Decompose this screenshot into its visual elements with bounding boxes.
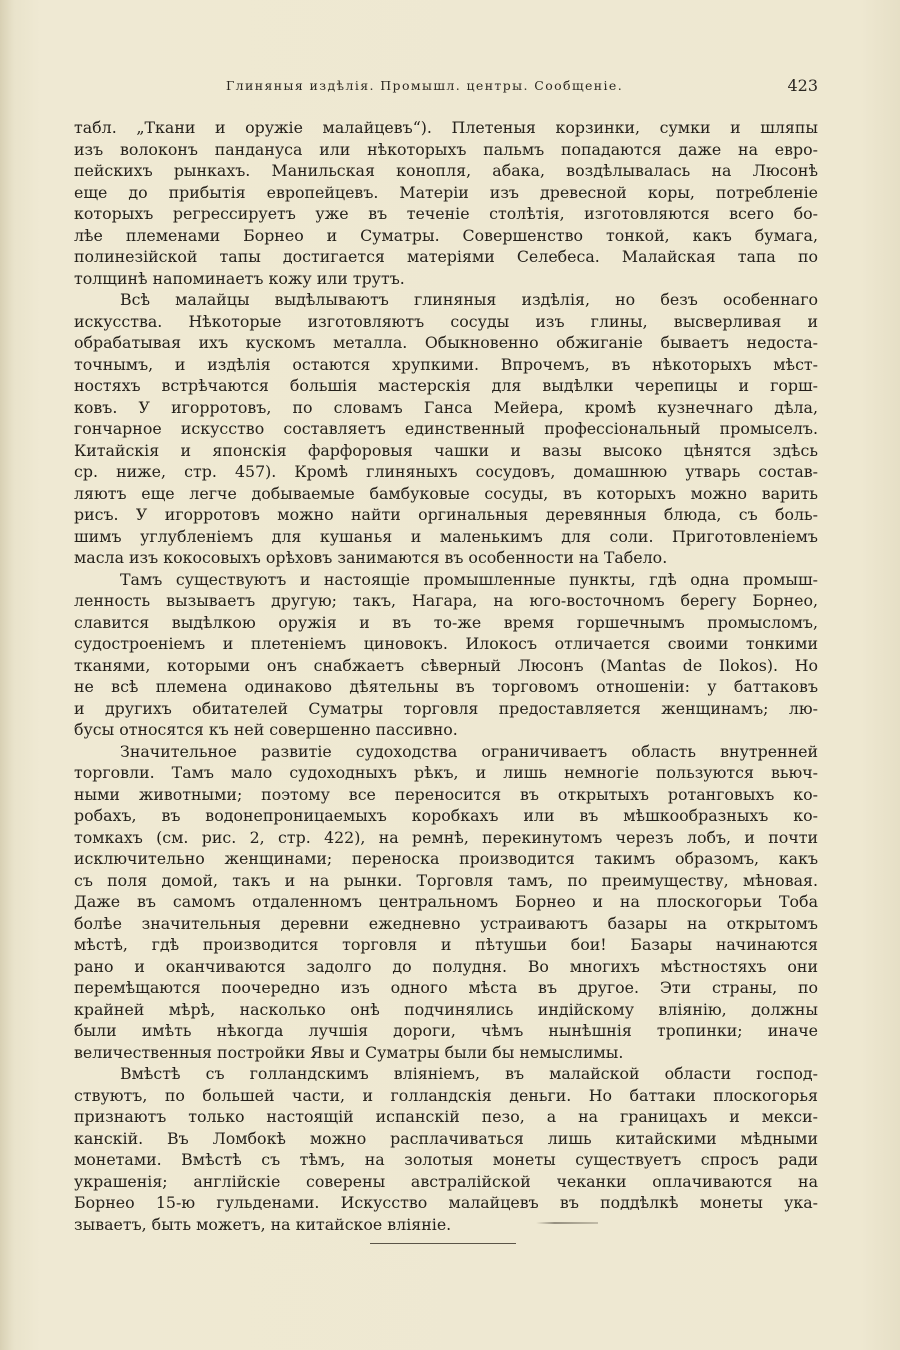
- text-line: обрабатывая ихъ кускомъ металла. Обыкновенно обжиганіе бываетъ недоста-: [74, 333, 818, 352]
- text-line: ствуютъ, по большей части, и голландскія деньги. Но баттаки плоскогорья: [74, 1085, 818, 1105]
- text-line: не всѣ племена одинаково дѣятельны въ торговомъ отношеніи: у баттаковъ: [74, 677, 818, 696]
- text-line: бусы относятся къ ней совершенно пассивно.: [74, 720, 458, 739]
- text-line: табл. „Ткани и оружіе малайцевъ“). Плетеныя корзинки, сумки и шляпы: [74, 118, 818, 137]
- text-line: были имѣть нѣкогда лучшія дороги, чѣмъ нынѣшнія тропинки; иначе: [74, 1021, 818, 1040]
- text-line: которыхъ регрессируетъ уже въ теченіе столѣтія, изготовляются всего бо-: [74, 204, 818, 223]
- running-title: Глиняныя издѣлія. Промышл. центры. Сообщеніе.: [226, 78, 624, 93]
- text-line: рано и оканчиваются задолго до полудня. Во многихъ мѣстностяхъ они: [74, 956, 818, 976]
- ink-smudge: [536, 1222, 598, 1224]
- text-line: зываетъ, быть можетъ, на китайское вліяніе.: [74, 1214, 452, 1234]
- text-line: и другихъ обитателей Суматры торговля предоставляется женщинамъ; лю-: [74, 698, 818, 718]
- text-line: мѣстѣ, гдѣ производится торговля и пѣтушьи бои! Базары начинаются: [74, 935, 818, 954]
- text-line: лѣе племенами Борнео и Суматры. Совершенство тонкой, какъ бумага,: [74, 225, 818, 245]
- text-line: ленность вызываетъ другую; такъ, Нагара, на юго-восточномъ берегу Борнео,: [74, 591, 818, 610]
- text-line: Борнео 15-ю гульденами. Искусство малайцевъ въ поддѣлкѣ монеты ука-: [74, 1193, 818, 1212]
- text-line: гончарное искусство составляетъ единственный профессіональный промыселъ.: [74, 419, 818, 438]
- text-line: Тамъ существуютъ и настоящіе промышленные пункты, гдѣ одна промыш-: [120, 569, 818, 589]
- text-line: точнымъ, и издѣлія остаются хрупкими. Впрочемъ, въ нѣкоторыхъ мѣст-: [74, 354, 818, 374]
- page-number: 423: [787, 76, 818, 95]
- text-line: ляютъ еще легче добываемые бамбуковые сосуды, въ которыхъ можно варить: [74, 483, 818, 503]
- text-line: Вмѣстѣ съ голландскимъ вліяніемъ, въ малайской области господ-: [120, 1064, 818, 1083]
- text-line: славится выдѣлкою оружія и въ то-же время горшечнымъ промысломъ,: [74, 612, 818, 632]
- text-line: пейскихъ рынкахъ. Манильская конопля, абака, воздѣлывалась на Люсонѣ: [74, 161, 818, 180]
- text-line: съ поля домой, такъ и на рынки. Торговля тамъ, по преимуществу, мѣновая.: [74, 870, 818, 890]
- text-line: рисъ. У игорротовъ можно найти оргинальныя деревянныя блюда, съ боль-: [74, 505, 818, 524]
- text-line: ср. ниже, стр. 457). Кромѣ глиняныхъ сосудовъ, домашнюю утварь состав-: [74, 462, 818, 481]
- text-line: робахъ, въ водонепроницаемыхъ коробкахъ или въ мѣшкообразныхъ ко-: [74, 806, 818, 825]
- text-line: томкахъ (см. рис. 2, стр. 422), на ремнѣ, перекинутомъ черезъ лобъ, и почти: [74, 827, 818, 847]
- text-line: величественныя постройки Явы и Суматры были бы немыслимы.: [74, 1042, 624, 1062]
- text-line: масла изъ кокосовыхъ орѣховъ занимаются въ особенности на Табело.: [74, 548, 668, 567]
- text-line: ными животными; поэтому все переносится въ открытыхъ ротанговыхъ ко-: [74, 784, 818, 804]
- text-line: искусства. Нѣкоторые изготовляютъ сосуды изъ глины, высверливая и: [74, 311, 818, 331]
- text-line: еще до прибытія европейцевъ. Матеріи изъ древесной коры, потребленіе: [74, 182, 818, 202]
- text-line: изъ волоконъ пандануса или нѣкоторыхъ пальмъ попадаются даже на евро-: [74, 139, 818, 159]
- text-line: торговли. Тамъ мало судоходныхъ рѣкъ, и лишь немногіе пользуются вьюч-: [74, 763, 818, 782]
- text-line: Значительное развитіе судоходства ограничиваетъ область внутренней: [120, 741, 818, 761]
- text-line: исключительно женщинами; переноска производится такимъ образомъ, какъ: [74, 849, 818, 868]
- text-line: украшенія; англійскіе соверены австралійской чеканки оплачиваются на: [74, 1171, 818, 1191]
- page-header: [74, 78, 818, 100]
- text-line: толщинѣ напоминаетъ кожу или трутъ.: [74, 268, 405, 288]
- text-line: ковъ. У игорротовъ, по словамъ Ганса Мейера, кромѣ кузнечнаго дѣла,: [74, 397, 818, 417]
- text-line: Всѣ малайцы выдѣлываютъ глиняныя издѣлія, но безъ особеннаго: [120, 290, 818, 309]
- text-line: крайней мѣрѣ, насколько онѣ подчинялись индійскому вліянію, должны: [74, 999, 818, 1019]
- text-line: тканями, которыми онъ снабжаетъ сѣверный Люсонъ (Mantas de Ilokos). Но: [74, 655, 818, 675]
- text-line: ностяхъ встрѣчаются большія мастерскія для выдѣлки черепицы и горш-: [74, 376, 818, 395]
- text-line: шимъ углубленіемъ для кушанья и маленькимъ для соли. Приготовленіемъ: [74, 526, 818, 546]
- text-line: полинезійской тапы достигается матеріями Селебеса. Малайская тапа по: [74, 247, 818, 266]
- end-rule: [370, 1243, 516, 1244]
- text-line: признаютъ только настоящій испанскій пезо, а на границахъ и мекси-: [74, 1107, 818, 1126]
- text-line: канскій. Въ Ломбокѣ можно расплачиваться лишь китайскими мѣдными: [74, 1128, 818, 1148]
- text-line: болѣе значительныя деревни ежедневно устраиваютъ базары на открытомъ: [74, 913, 818, 933]
- body-text: [74, 117, 818, 1235]
- text-line: Даже въ самомъ отдаленномъ центральномъ Борнео и на плоскогорьи Тоба: [74, 892, 818, 911]
- text-line: перемѣщаются поочередно изъ одного мѣста въ другое. Эти страны, по: [74, 978, 818, 997]
- text-line: Китайскія и японскія фарфоровыя чашки и вазы высоко цѣнятся здѣсь: [74, 440, 818, 460]
- text-line: монетами. Вмѣстѣ съ тѣмъ, на золотыя монеты существуетъ спросъ ради: [74, 1150, 818, 1169]
- text-line: судостроеніемъ и плетеніемъ циновокъ. Илокосъ отличается своими тонкими: [74, 634, 818, 653]
